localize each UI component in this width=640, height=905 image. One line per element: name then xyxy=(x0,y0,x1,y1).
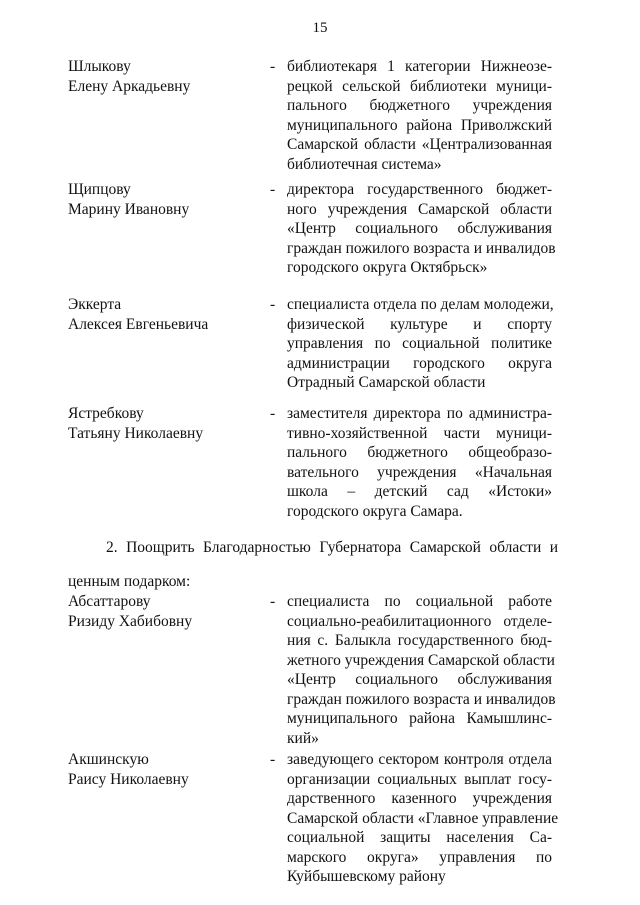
page-number: 15 xyxy=(312,20,328,36)
entry-dash: - xyxy=(270,296,276,313)
entry-dash: - xyxy=(270,58,276,75)
recipient-name: Шлыкову Елену Аркадьевну xyxy=(68,58,191,95)
recipient-name: Акшинскую Раису Николаевну xyxy=(68,751,189,788)
recipient-position: специалиста отдела по делам молодежи, физической культуре и спорту управления по социальной политике администрации городского округа Отрадный Самарской области xyxy=(287,296,554,391)
recipient-position: библиотекаря 1 категории Нижнеозе- рецкой сельской библиотеки муници- пального бюджетного учреждения муниципального района Приволжский Самарской области «Централизованная библиотечная система» xyxy=(287,58,552,173)
entry-dash: - xyxy=(270,593,276,610)
entry-dash: - xyxy=(270,751,276,768)
entry-dash: - xyxy=(270,181,276,198)
recipient-position: заведующего сектором контроля отдела организации социальных выплат госу- дарственного казенного учреждения Самарской области «Главное управление социальной защиты населения Са- марского округа» управления по Куйбышевскому району xyxy=(287,751,559,885)
entry-dash: - xyxy=(270,405,276,422)
recipient-name: Абсаттарову Ризиду Хабибовну xyxy=(68,593,193,630)
recipient-name: Эккерта Алексея Евгеньевича xyxy=(68,296,209,333)
recipient-name: Щипцову Марину Ивановну xyxy=(68,181,190,218)
recipient-name: Ястребкову Татьяну Николаевну xyxy=(68,405,204,442)
resolution-paragraph: 2. Поощрить Благодарностью Губернатора Самарской области и ценным подарком: xyxy=(68,539,558,590)
recipient-position: заместителя директора по администра- тивно-хозяйственной части муници- пального бюджетного общеобразо- вательного учреждения «Начальная школа – детский сад «Истоки» городского округа Самара. xyxy=(287,405,552,520)
recipient-position: директора государственного бюджет- ного учреждения Самарской области «Центр социального обслуживания граждан пожилого возраста и инвалидов городского округа Октябрьск» xyxy=(287,181,556,276)
recipient-position: специалиста по социальной работе социально-реабилитационного отделе- ния с. Балыкла государственного бюд- жетного учреждения Самарской области «Центр социального обслуживания граждан пожилого возраста и инвалидов муниципального района Камышлинс- кий» xyxy=(287,593,556,747)
